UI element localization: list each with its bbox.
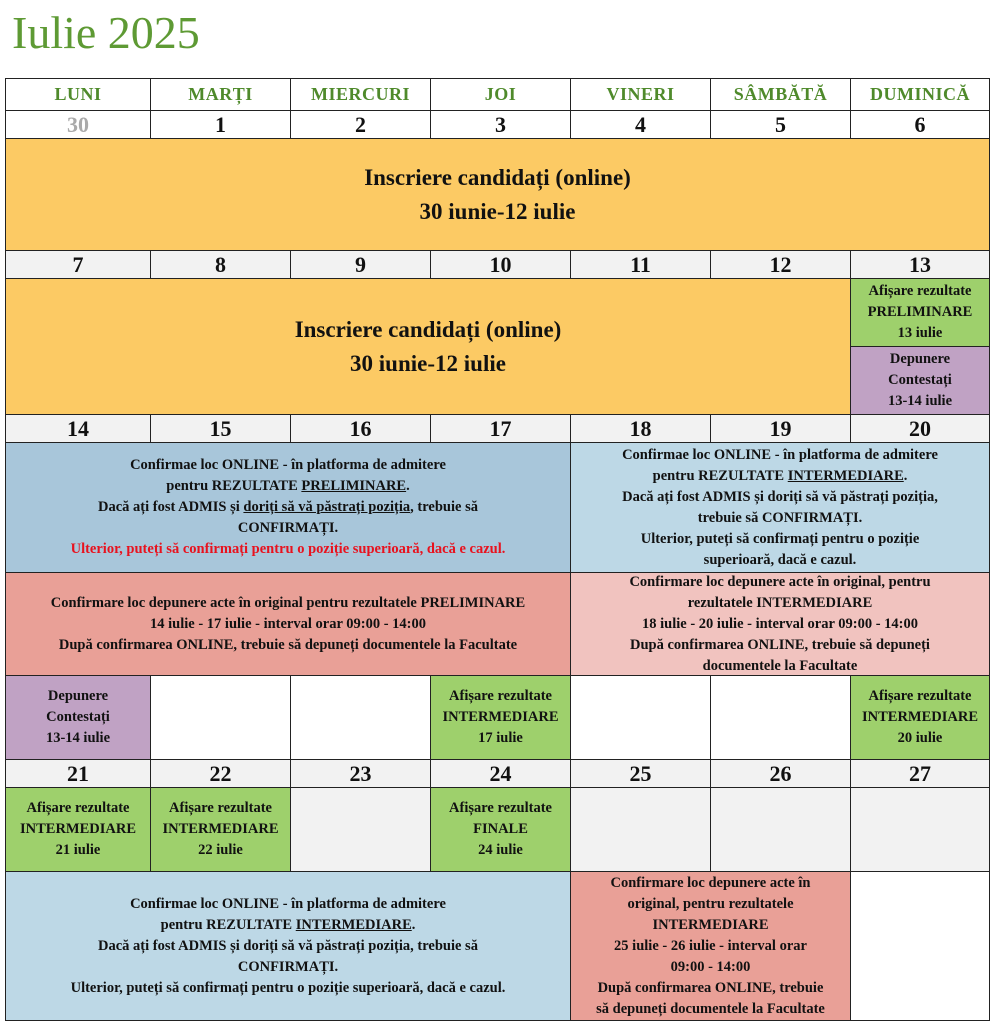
date-cell[interactable]: 16	[290, 414, 431, 443]
event-line: INTERMEDIARE	[442, 709, 559, 725]
event-line: 21 iulie	[55, 842, 101, 858]
event-text: Dacă ați fost ADMIS și doriți să vă păstrați poziția, trebuie să	[98, 937, 478, 954]
date-cell[interactable]: 5	[710, 110, 851, 139]
event-line	[641, 529, 920, 550]
weekday-header: JOI	[430, 78, 571, 111]
event-line	[166, 476, 409, 497]
event-confirmare-online-intermediare[interactable]	[5, 871, 571, 1021]
date-cell[interactable]: 13	[850, 250, 990, 279]
event-line: 22 iulie	[198, 842, 243, 858]
date-cell[interactable]: 2	[290, 110, 431, 139]
date-cell[interactable]: 23	[290, 759, 431, 788]
event-line: Contestați	[888, 372, 952, 388]
empty-cell	[710, 787, 851, 872]
event-afisare-intermediare[interactable]	[430, 675, 571, 760]
event-confirmare-online-intermediare[interactable]	[570, 442, 990, 573]
event-line: INTERMEDIARE	[652, 916, 769, 933]
event-line: 17 iulie	[478, 730, 523, 746]
date-cell[interactable]: 18	[570, 414, 711, 443]
event-afisare-intermediare[interactable]	[850, 675, 990, 760]
date-cell[interactable]: 27	[850, 759, 990, 788]
date-cell[interactable]: 21	[5, 759, 151, 788]
event-text: pentru REZULTATE	[160, 916, 296, 933]
event-line: să depuneți documentele la Facultate	[596, 1000, 825, 1017]
date-cell[interactable]: 11	[570, 250, 711, 279]
weekday-header: VINERI	[570, 78, 711, 111]
event-text: .	[411, 916, 416, 933]
event-text: .	[406, 478, 410, 494]
empty-cell	[290, 787, 431, 872]
event-text: doriți să vă păstrați poziția	[243, 499, 411, 515]
event-text: Dacă ați fost ADMIS și doriți să vă păstrați poziția,	[622, 488, 938, 505]
weekday-header: LUNI	[5, 78, 151, 111]
event-line	[161, 915, 416, 936]
event-text: superioară, dacă e cazul.	[703, 551, 857, 568]
event-line: INTERMEDIARE	[19, 821, 136, 837]
event-line: Contestați	[46, 709, 110, 725]
event-line	[704, 550, 857, 571]
event-text: INTERMEDIARE	[295, 916, 412, 933]
event-text: Confirmae loc ONLINE - în platforma de admitere	[130, 457, 446, 473]
event-depunere-contestatii[interactable]	[850, 346, 990, 415]
event-text: Confirmae loc ONLINE - în platforma de admitere	[622, 446, 938, 463]
date-cell[interactable]: 1	[150, 110, 291, 139]
date-cell[interactable]: 10	[430, 250, 571, 279]
event-inscriere[interactable]	[5, 138, 990, 251]
event-line: INTERMEDIARE	[861, 709, 978, 725]
date-cell[interactable]: 3	[430, 110, 571, 139]
empty-cell	[710, 675, 851, 760]
event-line: 13-14 iulie	[45, 730, 111, 746]
event-line: FINALE	[473, 821, 528, 837]
event-line: Confirmare loc depunere acte în	[610, 874, 811, 891]
date-cell[interactable]: 19	[710, 414, 851, 443]
date-cell[interactable]: 17	[430, 414, 571, 443]
event-text: , trebuie să	[410, 499, 478, 515]
event-text: pentru REZULTATE	[652, 467, 788, 484]
event-line: PRELIMINARE	[867, 304, 973, 320]
event-text: Dacă ați fost ADMIS și	[98, 499, 244, 515]
event-line: documentele la Facultate	[702, 657, 858, 674]
date-cell[interactable]: 9	[290, 250, 431, 279]
event-confirmare-acte-intermediare[interactable]	[570, 871, 851, 1021]
event-line: INTERMEDIARE	[162, 821, 279, 837]
event-line: Inscriere candidați (online)	[364, 164, 631, 190]
event-line	[653, 466, 908, 487]
event-line: 14 iulie - 17 iulie - interval orar 09:00 - 14:00	[150, 615, 426, 632]
event-line	[622, 445, 938, 466]
event-afisare-intermediare[interactable]	[5, 787, 151, 872]
empty-cell	[290, 675, 431, 760]
event-line: Afișare rezultate	[449, 688, 552, 704]
event-confirmare-online-preliminare[interactable]	[5, 442, 571, 573]
event-line: Afișare rezultate	[868, 283, 972, 299]
weekday-header: MARȚI	[150, 78, 291, 111]
weekday-header: SÂMBĂTĂ	[710, 78, 851, 111]
event-line: Inscriere candidați (online)	[294, 316, 562, 342]
event-line: Confirmare loc depunere acte în original, pentru	[629, 573, 931, 590]
event-line: După confirmarea ONLINE, trebuie	[597, 979, 824, 996]
empty-cell	[850, 871, 990, 1021]
event-afisare-finale[interactable]	[430, 787, 571, 872]
event-confirmare-acte-preliminare[interactable]	[5, 572, 571, 676]
empty-cell	[850, 787, 990, 872]
event-line: După confirmarea ONLINE, trebuie să depuneți documentele la Facultate	[58, 636, 518, 653]
date-cell[interactable]: 8	[150, 250, 291, 279]
event-line: 18 iulie - 20 iulie - interval orar 09:00 - 14:00	[642, 615, 918, 632]
event-text: Ulterior, puteți să confirmați pentru o poziție	[640, 530, 920, 547]
calendar-grid	[5, 78, 989, 1020]
event-line	[130, 455, 446, 476]
event-line	[698, 508, 862, 529]
date-cell[interactable]: 7	[5, 250, 151, 279]
date-cell[interactable]: 24	[430, 759, 571, 788]
event-line: 09:00 - 14:00	[670, 958, 751, 975]
weekday-header: DUMINICĂ	[850, 78, 990, 111]
event-text: .	[903, 467, 908, 484]
date-cell[interactable]: 20	[850, 414, 990, 443]
event-text: INTERMEDIARE	[787, 467, 904, 484]
event-text: CONFIRMAȚI.	[237, 520, 339, 536]
event-line	[622, 487, 938, 508]
event-line: 30 iunie-12 iulie	[419, 198, 576, 224]
event-line: 25 iulie - 26 iulie - interval orar	[614, 937, 807, 954]
event-text: CONFIRMAȚI.	[237, 958, 339, 975]
event-line: După confirmarea ONLINE, trebuie să depuneți	[630, 636, 930, 653]
event-confirmare-acte-intermediare[interactable]	[570, 572, 990, 676]
event-line: Depunere	[47, 688, 109, 704]
event-line: original, pentru rezultatele	[627, 895, 794, 912]
event-line	[98, 497, 478, 518]
date-cell[interactable]: 6	[850, 110, 990, 139]
event-line: Depunere	[889, 351, 951, 367]
event-line: Confirmare loc depunere acte în original pentru rezultatele PRELIMINARE	[50, 594, 526, 611]
event-line: 20 iulie	[897, 730, 943, 746]
event-line: 13 iulie	[897, 325, 943, 341]
event-text: trebuie să CONFIRMAȚI.	[697, 509, 863, 526]
date-cell[interactable]: 26	[710, 759, 851, 788]
event-line	[238, 518, 338, 539]
event-depunere-contestatii[interactable]	[5, 675, 151, 760]
empty-cell	[150, 675, 291, 760]
event-text: Ulterior, puteți să confirmați pentru o poziție superioară, dacă e cazul.	[70, 979, 506, 996]
date-cell[interactable]: 25	[570, 759, 711, 788]
event-line: 13-14 iulie	[887, 393, 953, 409]
event-line: rezultatele INTERMEDIARE	[687, 594, 873, 611]
empty-cell	[570, 675, 711, 760]
event-text: pentru REZULTATE	[166, 478, 302, 494]
event-line: Afișare rezultate	[26, 800, 130, 816]
event-line	[71, 978, 506, 999]
page-title: Iulie 2025	[12, 7, 200, 58]
event-line: Afișare rezultate	[868, 688, 972, 704]
event-line	[98, 936, 478, 957]
event-line: 30 iunie-12 iulie	[350, 350, 506, 376]
event-line: Afișare rezultate	[449, 800, 552, 816]
event-line: Ulterior, puteți să confirmați pentru o poziție superioară, dacă e cazul.	[70, 541, 506, 557]
event-afisare-preliminare[interactable]	[850, 278, 990, 347]
empty-cell	[570, 787, 711, 872]
weekday-header: MIERCURI	[290, 78, 431, 111]
date-cell[interactable]: 4	[570, 110, 711, 139]
event-inscriere[interactable]	[5, 278, 851, 415]
event-text: PRELIMINARE	[301, 478, 407, 494]
event-line: 24 iulie	[478, 842, 523, 858]
event-line	[238, 957, 338, 978]
date-cell[interactable]: 14	[5, 414, 151, 443]
date-cell[interactable]: 22	[150, 759, 291, 788]
date-cell[interactable]: 15	[150, 414, 291, 443]
event-line: Afișare rezultate	[169, 800, 272, 816]
event-text: Confirmae loc ONLINE - în platforma de admitere	[130, 895, 446, 912]
date-cell[interactable]: 12	[710, 250, 851, 279]
date-cell[interactable]: 30	[5, 110, 151, 139]
event-line	[130, 894, 446, 915]
event-afisare-intermediare[interactable]	[150, 787, 291, 872]
